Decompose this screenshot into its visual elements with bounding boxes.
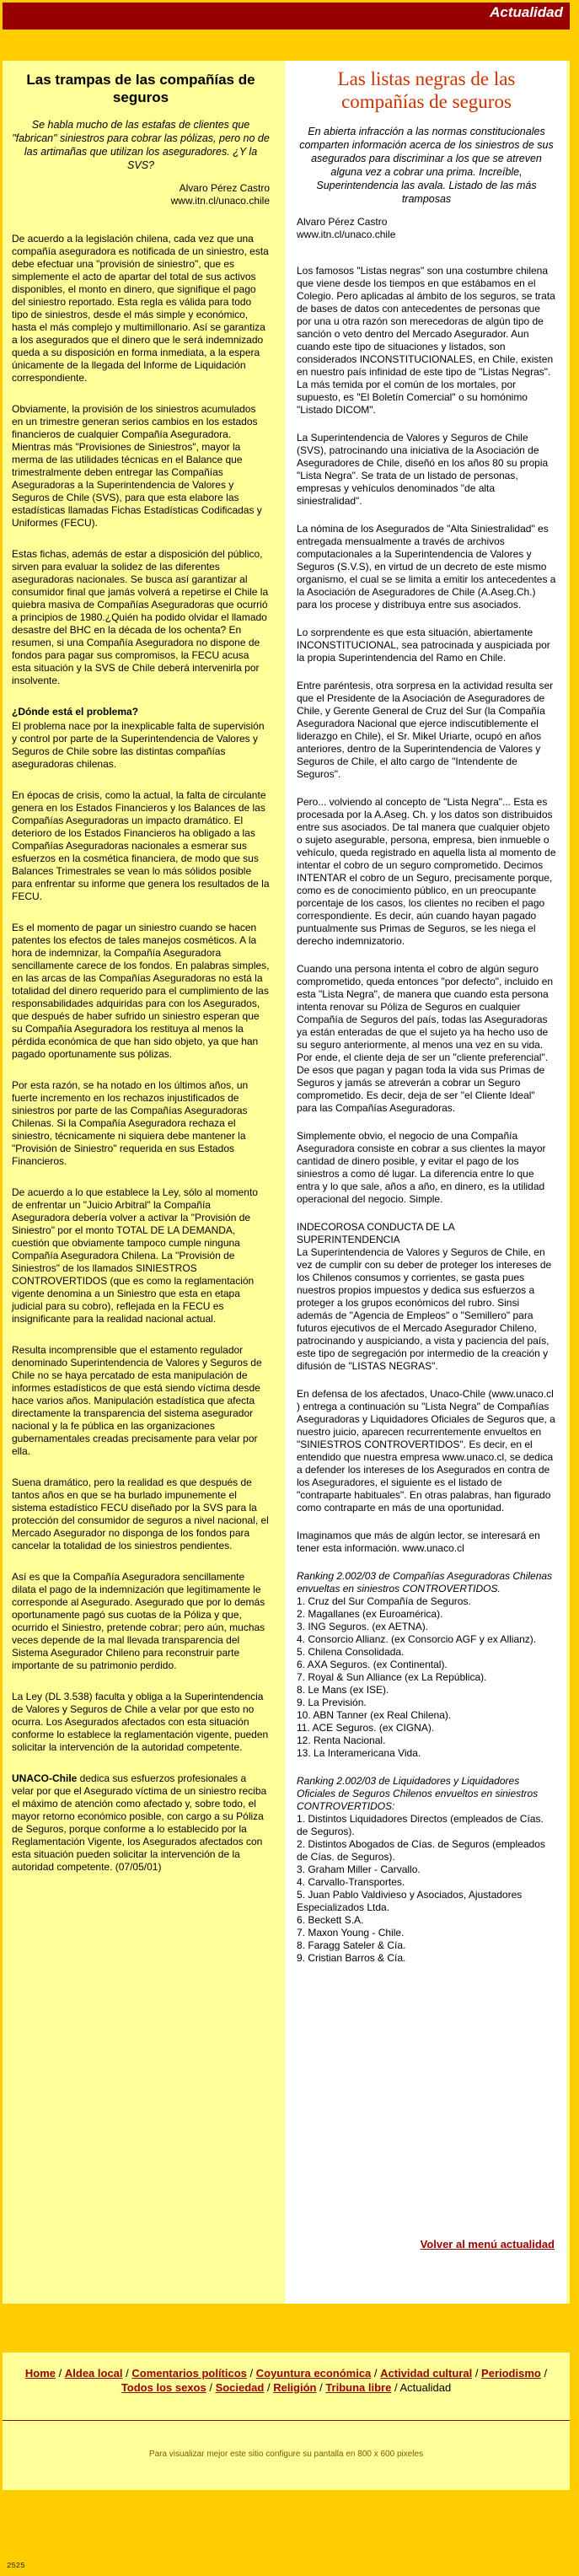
left-article [3, 61, 281, 2304]
list-item: 8. Faragg Sateler & Cía. [297, 1939, 406, 1951]
left-paragraph: Resulta incomprensible que el estamento regulador denominado Superintendencia de Valores y Seguros de Chile no se haya percatado de esta manipulación de informes estadísticos de que está siendo víctima desde hace varios años. Manipulación estadística que afecta directamente la transparencia del sistema asegurador nacional y la fe pública en las organizaciones gubernamentales creadas precisamente para velar por ella. [12, 1344, 262, 1457]
right-paragraph: La nómina de los Asegurados de "Alta Siniestralidad" es entregada mensualmente a través de archivos computacionales a la Superintendencia de Valores y Seguros (S.V.S), en virtud de un decreto de este mismo organismo, el cual se se limita a emitir los antecedentes a la Asociación de Aseguradores de Chile (A.Aseg.Ch.) para los procese y distribuya entre sus asociados. [297, 523, 556, 610]
left-paragraph: La Ley (DL 3.538) faculta y obliga a la Superintendencia de Valores y Seguros de Chile a velar por que esto no ocurra. Los Asegurados afectados con esta situación conforme lo establece la reglamentación vigente, pueden solicitar la intervención de la autoridad competente. [12, 1691, 269, 1753]
nav-current-section: Actualidad [399, 2381, 452, 2394]
nav-link-sociedad[interactable]: Sociedad [215, 2381, 265, 2394]
right-paragraph: Entre paréntesis, otra sorpresa en la actividad resulta ser que el Presidente de la Asociación de Aseguradores de Chile, y Gerente General de Cruz del Sur (la Compañía Aseguradora Nacional que ejerce indiscutiblemente el liderazgo en Chile), el Sr. Mikel Uriarte, ocupó en años anteriores, dentro de la Superintendencia de Valores y Seguros de Chile, el alto cargo de "Intendente de Seguros". [297, 680, 554, 780]
left-author-site: www.itn.cl/unaco.chile [170, 195, 270, 207]
right-paragraph: Simplemente obvio, el negocio de una Compañía Aseguradora consiste en cobrar a sus clientes la mayor cantidad de dinero posible, y evitar el pago de los siniestros a como dé lugar. La diferencia entre lo que entra y lo que sale, años a año, en dinero, es la utilidad operacional del negocio. Simple. [297, 1130, 546, 1205]
list-item: 1. Cruz del Sur Compañía de Seguros. [297, 1595, 471, 1607]
left-article-lead: Se habla mucho de las estafas de clientes que "fabrican" siniestros para cobrar las pólizas, pero no de las artimañas que utilizan los aseguradores. ¿Y la SVS? [12, 119, 270, 171]
left-paragraph: Suena dramático, pero la realidad es que después de tantos años en que se ha burlado impunemente el sistema estadístico FECU diseñado por la SVS para la protección del consumidor de seguros a nivel nacional, el Mercado Asegurador no disponga de los fondos para cancelar la totalidad de los siniestros pendientes. [12, 1476, 269, 1552]
left-paragraph: Obviamente, la provisión de los siniestros acumulados en un trimestre generan serios cambios en los estados financieros de cualquier Compañía Aseguradora. Mientras más "Provisiones de Siniestros", mayor la merma de las utilidades técnicas en el Balance que trimestralmente deben entregar las Compañías Aseguradoras a la Superintendencia de Valores y Seguros de Chile (SVS), para que esta elabore las estadísticas llamadas Fichas Estadísticas Codificadas y Uniformes (FECU). [12, 403, 262, 529]
list-item: 3. Graham Miller - Carvallo. [297, 1863, 421, 1875]
left-paragraph: De acuerdo a la legislación chilena, cada vez que una compañía aseguradora es notificada de un siniestro, esta debe efectuar una "provisión de siniestro", que es simplemente el acto de apartar del total de sus activos disponibles, el monto en dinero, que signifique el pago del siniestro reportado. Esta regla es válida para todo tipo de siniestros, desde el más simple y económico, hasta el más complejo y multimillonario. Así se garantiza a los asegurados que el dinero que le será indemnizado queda a su disposición en forma inmediata, a la espera únicamente de la llegada del Informe de Liquidación correspondiente. [12, 233, 269, 384]
right-paragraph: Cuando una persona intenta el cobro de algún seguro comprometido, queda entonces "por defecto", incluido en esta "Lista Negra", de manera que cuando esta persona intenta renovar su Póliza de Seguros en cualquier Compañía de Seguros del país, todas las Aseguradoras ya están enteradas de que el sujeto ya ha hecho uso de su seguro anteriormente, al menos una vez en su vida. Por ende, el cliente deja de ser un "cliente preferencial". De esos que pagan y pagan toda la vida sus Primas de Seguros y jamás se atreverán a cobrar un Seguro comprometido. Es decir, deja de ser "el Cliente Ideal" para las Compañías Aseguradoras. [297, 963, 554, 1114]
list-item: 6. AXA Seguros. (ex Continental). [297, 1659, 448, 1670]
nav-link-religion[interactable]: Religión [273, 2381, 317, 2394]
right-paragraph: Lo sorprendente es que esta situación, abiertamente INCONSTITUCIONAL, sea patrocinada y auspiciada por la propia Superintendencia del Ramo en Chile. [297, 627, 550, 664]
list-item: 2. Magallanes (ex Euroamérica). [297, 1608, 443, 1620]
ranking-adjusters-title: Ranking 2.002/03 de Liquidadores y Liquidadores Oficiales de Seguros Chilenos envueltos en siniestros CONTROVERTIDOS: [297, 1775, 539, 1812]
ranking-adjusters-list [297, 1813, 556, 1965]
nav-link-comentarios-politicos[interactable]: Comentarios políticos [131, 2367, 247, 2380]
list-item: 9. La Previsión. [297, 1697, 367, 1708]
right-article-author [297, 216, 556, 241]
left-closing-org: UNACO-Chile [12, 1772, 78, 1784]
footer-divider-bottom [3, 2420, 570, 2421]
nav-link-home[interactable]: Home [24, 2367, 56, 2380]
list-item: 8. Le Mans (ex ISE). [297, 1684, 389, 1696]
visit-counter: 2525 [7, 2562, 25, 2570]
list-item: 9. Cristian Barros & Cía. [297, 1952, 406, 1964]
list-item: 11. ACE Seguros. (ex CIGNA). [297, 1722, 435, 1734]
header-gap [3, 30, 570, 61]
list-item: 10. ABN Tanner (ex Real Chilena). [297, 1709, 452, 1721]
left-paragraph: Por esta razón, se ha notado en los últimos años, un fuerte incremento en los rechazos injustificados de siniestros por parte de las Compañías Aseguradoras Chilenas. Si la Compañía Aseguradora rechaza el siniestro, técnicamente ni siquiera debe mantener la "Provisión de Siniestro" requerida en sus Estados Financieros. [12, 1079, 249, 1167]
left-closing [12, 1772, 270, 1874]
right-paragraph: Pero... volviendo al concepto de "Lista Negra"... Esta es procesada por la A.Aseg. Ch. y los datos son distribuidos entre sus asociados. De tal manera que cualquier objeto o sujeto asegurable, persona, empresa, bien inmueble o vehículo, queda registrado en aquella lista al momento de intentar el cobro de un seguro comprometido. Decimos INTENTAR el cobro de un Seguro, precisamente porque, como es de conocimiento público, en un preocupante porcentaje de los casos, los clientes no reciben el pago correspondiente. Es decir, aún cuando hayan pagado puntualmente sus Primas de Seguros, se les niega el derecho indemnizatorio. [297, 796, 556, 947]
nav-link-actividad-cultural[interactable]: Actividad cultural [380, 2367, 473, 2380]
left-closing-text: dedica sus esfuerzos profesionales a velar por que el Asegurado víctima de un siniestro reciba el máximo de atención como afectado y, sobre todo, el mayor retorno económico posible, con cargo a su Póliza de Seguros, porque conforme a lo establecido por la Reglamentación Vigente, los Asegurados afectados con esta situación pueden solicitar la intervención de la autoridad competente. (07/05/01) [12, 1772, 267, 1873]
nav-link-periodismo[interactable]: Periodismo [481, 2367, 541, 2380]
left-paragraph: En épocas de crisis, como la actual, la falta de circulante genera en los Estados Financieros y los Balances de las Compañías Aseguradoras un impacto dramático. El deterioro de los Estados Financieros ha obligado a las Compañías Aseguradoras nacionales a esmerar sus esfuerzos en la cosmética financiera, de modo que sus Balances Trimestrales se vean lo más sólidos posible para enfrentar su informe que genera los resultados de la FECU. [12, 789, 270, 902]
list-item: 12. Renta Nacional. [297, 1734, 386, 1746]
right-author-name: Alvaro Pérez Castro [297, 216, 388, 228]
nav-link-coyuntura-economica[interactable]: Coyuntura económica [255, 2367, 372, 2380]
left-subhead: ¿Dónde está el problema? [12, 706, 139, 718]
list-item: 2. Distintos Abogados de Cías. de Seguros (empleados de Cías. de Seguros). [297, 1838, 545, 1863]
right-article [285, 61, 566, 2304]
list-item: 1. Distintos Liquidadores Directos (empleados de Cías. de Seguros). [297, 1813, 544, 1837]
list-item: 5. Juan Pablo Valdivieso y Asociados, Ajustadores Especializados Ltda. [297, 1889, 523, 1913]
list-item: 7. Maxon Young - Chile. [297, 1927, 405, 1939]
left-paragraph: Estas fichas, además de estar a disposición del público, sirven para evaluar la solidez de las diferentes aseguradoras nacionales. Se busca así garantizar al consumidor final que jamás volverá a repetirse el Chile la quiebra masiva de Compañías Aseguradoras que ocurrió a principios de 1980.¿Quién ha podido olvidar el llamado desastre del BHC en la década de los ochenta? En resumen, si una Compañía Aseguradora no dispone de fondos para pagar sus compromisos, la FECU acusa esta situación y la SVS de Chile deberá intervenirla por insolvente. [12, 548, 269, 686]
left-article-author [12, 182, 270, 207]
right-article-lead: En abierta infracción a las normas constitucionales comparten información acerca de los siniestros de sus asegurados para discriminar a los que se atreven alguna vez a cobrar una prima. Increíble, Superintendencia las avala. Listado de las más tramposas [299, 126, 554, 205]
list-item: 7. Royal & Sun Alliance (ex La República). [297, 1671, 487, 1683]
list-item: 4. Consorcio Allianz. (ex Consorcio AGF y ex Allianz). [297, 1633, 537, 1645]
right-article-title: Las listas negras de las compañías de seguros [337, 68, 516, 112]
resolution-note: Para visualizar mejor este sitio configure su pantalla en 800 x 600 pixeles [148, 2450, 424, 2459]
left-author-name: Alvaro Pérez Castro [179, 182, 270, 194]
section-title: Actualidad [490, 4, 563, 20]
list-item: 4. Carvallo-Transportes. [297, 1876, 405, 1888]
footer-nav [3, 2353, 570, 2420]
right-paragraph: Imaginamos que más de algún lector, se interesará en tener esta información. www.unaco.cl [297, 1530, 540, 1554]
left-paragraph: Es el momento de pagar un siniestro cuando se hacen patentes los efectos de tales manejos cosméticos. A la hora de indemnizar, la Compañía Aseguradora sencillamente carece de los fondos. En palabras simples, en las arcas de las Compañías Aseguradoras no está la totalidad del dinero requerido para el cumplimiento de las responsabilidades adquiridas para con los Asegurados, que después de haber sufrido un siniestro esperan que su Compañía Aseguradora los restituya al menos la pérdida económica de que han sido objeto, ya que han pagado oportunamente sus pólizas. [12, 922, 270, 1060]
right-paragraph: INDECOROSA CONDUCTA DE LA SUPERINTENDENCIA La Superintendencia de Valores y Seguros de Chile, en vez de cumplir con su deber de proteger los intereses de los Chilenos consumos y corrientes, se gasta pues nuestros propios impuestos y dedica sus esfuerzos a proteger a los grupos económicos del rubro. Sinsi además de "Agencia de Empleos" o "Semillero" para futuros ejecutivos de el Mercado Asegurador Chileno, patrocinando y auspiciando, a vista y paciencia del país, este tipo de segregación por intermedio de la creación y difusión de "LISTAS NEGRAS". [297, 1221, 552, 1372]
nav-link-tribuna-libre[interactable]: Tribuna libre [325, 2381, 392, 2394]
right-author-site: www.itn.cl/unaco.chile [297, 229, 396, 240]
right-paragraph: La Superintendencia de Valores y Seguros de Chile (SVS), patrocinando una iniciativa de la Asociación de Aseguradores de Chile, diseñó en los años 80 su propia "Lista Negra". Se trata de un listado de personas, empresas y vehículos denominados "de alta siniestralidad". [297, 432, 549, 507]
ranking-insurers-list [297, 1595, 556, 1760]
back-to-menu-link[interactable]: Volver al menú actualidad [420, 2238, 555, 2251]
footer-nav-links: Home / Aldea local / Comentarios políticos / Coyuntura económica / Actividad cultural / Periodismo / Todos los sexos / Sociedad / Religión / Tribuna libre / Actualidad [24, 2367, 548, 2394]
left-paragraph: De acuerdo a lo que establece la Ley, sólo al momento de enfrentar un "Juicio Arbitral" la Compañía Aseguradora debería volver a activar la "Provisión de Siniestro" por el monto TOTAL DE LA DEMANDA, cuestión que obviamente tampoco cumple ninguna Compañía Aseguradora Chilena. La "Provisión de Siniestros" de los llamados SINIESTROS CONTROVERTIDOS (que es como la reglamentación vigente denomina a un Siniestro que esta en etapa judicial para su cobro), reflejada en la FECU es insignificante para la realidad nacional actual. [12, 1186, 258, 1325]
left-paragraph: Así es que la Compañía Aseguradora sencillamente dilata el pago de la indemnización que legítimamente le corresponde al Asegurado. Asegurado que por lo demás oportunamente pagó sus cuotas de la Póliza y que, ocurrido el Siniestro, pretende cobrar; pero aún, muchas veces depende de la mal llevada transparencia del Sistema Asegurador Chileno para reconstruir parte importante de su patrimonio perdido. [12, 1571, 265, 1671]
left-subhead-text: El problema nace por la inexplicable falta de supervisión y control por parte de la Superintendencia de Valores y Seguros de Chile sobre las distintas compañías aseguradoras chilenas. [12, 720, 265, 770]
list-item: 6. Beckett S.A. [297, 1914, 364, 1926]
left-article-title: Las trampas de las compañías de seguros [26, 72, 255, 105]
ranking-insurers-title: Ranking 2.002/03 de Compañías Aseguradoras Chilenas envueltas en siniestros CONTROVERTIDOS. [297, 1570, 553, 1595]
nav-link-todos-los-sexos[interactable]: Todos los sexos [121, 2381, 206, 2394]
list-item: 13. La Interamericana Vida. [297, 1747, 421, 1759]
section-header-bar [3, 3, 570, 30]
list-item: 5. Chilena Consolidada. [297, 1646, 405, 1658]
content-footer-gap [3, 2304, 570, 2353]
right-paragraph: En defensa de los afectados, Unaco-Chile (www.unaco.cl ) entrega a continuación su "Lista Negra" de Compañías Aseguradoras y Liquidadores Oficiales de Seguros que, a nuestro juicio, aparecen recurrentemente envueltos en "SINIESTROS CONTROVERTIDOS". Es decir, en el entendido que nuestra empresa www.unaco.cl, se dedica a defender los intereses de los Asegurados en contra de los Aseguradores, el siguiente es el listado de "contraparte habituales". En otras palabras, han figurado como contraparte en más de una oportunidad. [297, 1388, 555, 1514]
right-paragraph: Los famosos "Listas negras" son una costumbre chilena que viene desde los tiempos en que estábamos en el Colegio. Pero aplicadas al ámbito de los seguros, se trata de bases de datos con antecedentes de personas que por una u otra razón son merecedoras de algún tipo de sanción o veto dentro del Mercado Asegurador. Aun cuando este tipo de situaciones y listados, son considerados INCONSTITUCIONALES, en Chile, existen en nuestro país infinidad de este tipo de "Listas Negras". La más temida por el común de los mortales, por supuesto, es "El Boletín Comercial" o su homónimo "Listado DICOM". [297, 265, 555, 416]
nav-link-aldea-local[interactable]: Aldea local [64, 2367, 123, 2380]
list-item: 3. ING Seguros. (ex AETNA). [297, 1621, 429, 1632]
